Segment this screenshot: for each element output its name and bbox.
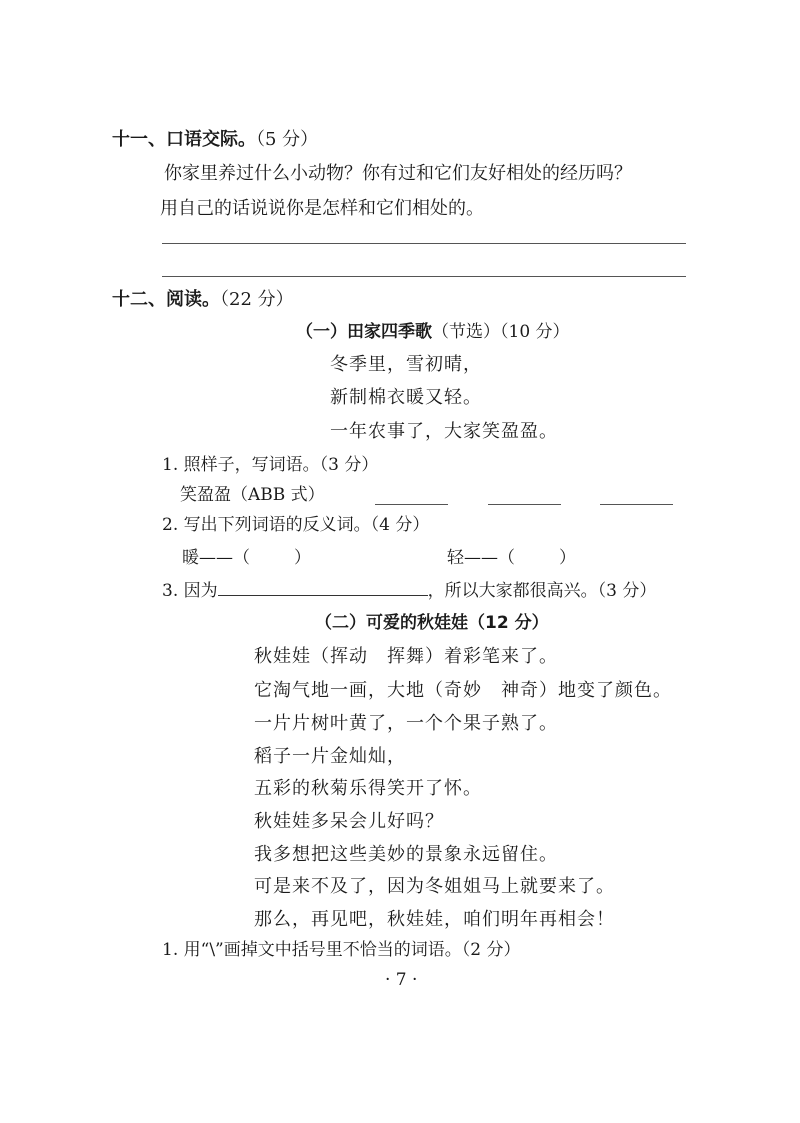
q11-answer-line-1[interactable] <box>162 243 686 244</box>
part1-q1-text: 1. 照样子，写词语。（3 分） <box>162 455 379 475</box>
part2-line-3: 一片片树叶黄了，一个个果子熟了。 <box>254 713 558 734</box>
poem-line-2: 新制棉衣暖又轻。 <box>330 387 482 408</box>
antonym-warm-label: 暖——（ <box>182 548 250 568</box>
part1-q3-blank[interactable] <box>218 595 428 596</box>
q12-heading: 十二、阅读。 <box>112 289 220 310</box>
poem-line-1: 冬季里，雪初晴， <box>330 354 482 375</box>
antonym-light-label: 轻——（ <box>447 548 515 568</box>
part2-line-8: 可是来不及了，因为冬姐姐马上就要来了。 <box>254 876 615 897</box>
part1-title-row <box>296 324 570 341</box>
part2-q1-text: 1. 用“\”画掉文中括号里不恰当的词语。（2 分） <box>162 940 521 960</box>
part1-q2-word1[interactable] <box>182 550 311 567</box>
part1-q2-word2[interactable] <box>447 550 576 567</box>
poem-line-3: 一年农事了，大家笑盈盈。 <box>330 421 558 442</box>
part1-q1-blank-3[interactable] <box>600 504 673 505</box>
part2-line-6: 秋娃娃多呆会儿好吗？ <box>254 811 444 832</box>
q11-heading: 十一、口语交际。 <box>112 129 256 150</box>
part1-q2-text: 2. 写出下列词语的反义词。（4 分） <box>162 515 430 535</box>
part1-q3-row <box>162 583 656 600</box>
antonym-light-close: ） <box>559 548 576 568</box>
part2-line-2: 它淘气地一画，大地（奇妙 神奇）地变了颜色。 <box>254 680 672 701</box>
part1-q1-blank-2[interactable] <box>488 504 561 505</box>
part2-line-5: 五彩的秋菊乐得笑开了怀。 <box>254 778 482 799</box>
page-number: · 7 · <box>385 970 418 990</box>
part1-title: （一）田家四季歌 <box>296 322 432 342</box>
part1-score: （10 分） <box>500 322 570 342</box>
q11-prompt-line1: 你家里养过什么小动物？你有过和它们友好相处的经历吗？ <box>164 163 632 184</box>
antonym-warm-close: ） <box>294 548 311 568</box>
q11-heading-row <box>112 131 318 149</box>
q12-score: （22 分） <box>220 289 294 310</box>
part1-q3-suffix: ，所以大家都很高兴。（3 分） <box>427 581 657 601</box>
q11-answer-line-2[interactable] <box>162 276 686 277</box>
part2-line-1: 秋娃娃（挥动 挥舞）着彩笔来了。 <box>254 646 558 667</box>
part1-q3-prefix: 3. 因为 <box>162 581 218 601</box>
q12-heading-row <box>112 291 294 309</box>
part2-line-7: 我多想把这些美妙的景象永远留住。 <box>254 844 558 865</box>
part1-note: （节选） <box>432 322 500 342</box>
part2-line-9: 那么，再见吧，秋娃娃，咱们明年再相会！ <box>254 909 615 930</box>
q11-score: （5 分） <box>256 129 319 150</box>
q11-prompt-line2: 用自己的话说说你是怎样和它们相处的。 <box>160 198 484 219</box>
part2-title: （二）可爱的秋娃娃（12 分） <box>315 613 549 633</box>
part2-line-4: 稻子一片金灿灿， <box>254 746 406 767</box>
part1-q1-example: 笑盈盈（ABB 式） <box>180 485 325 505</box>
part1-q1-blank-1[interactable] <box>375 504 448 505</box>
